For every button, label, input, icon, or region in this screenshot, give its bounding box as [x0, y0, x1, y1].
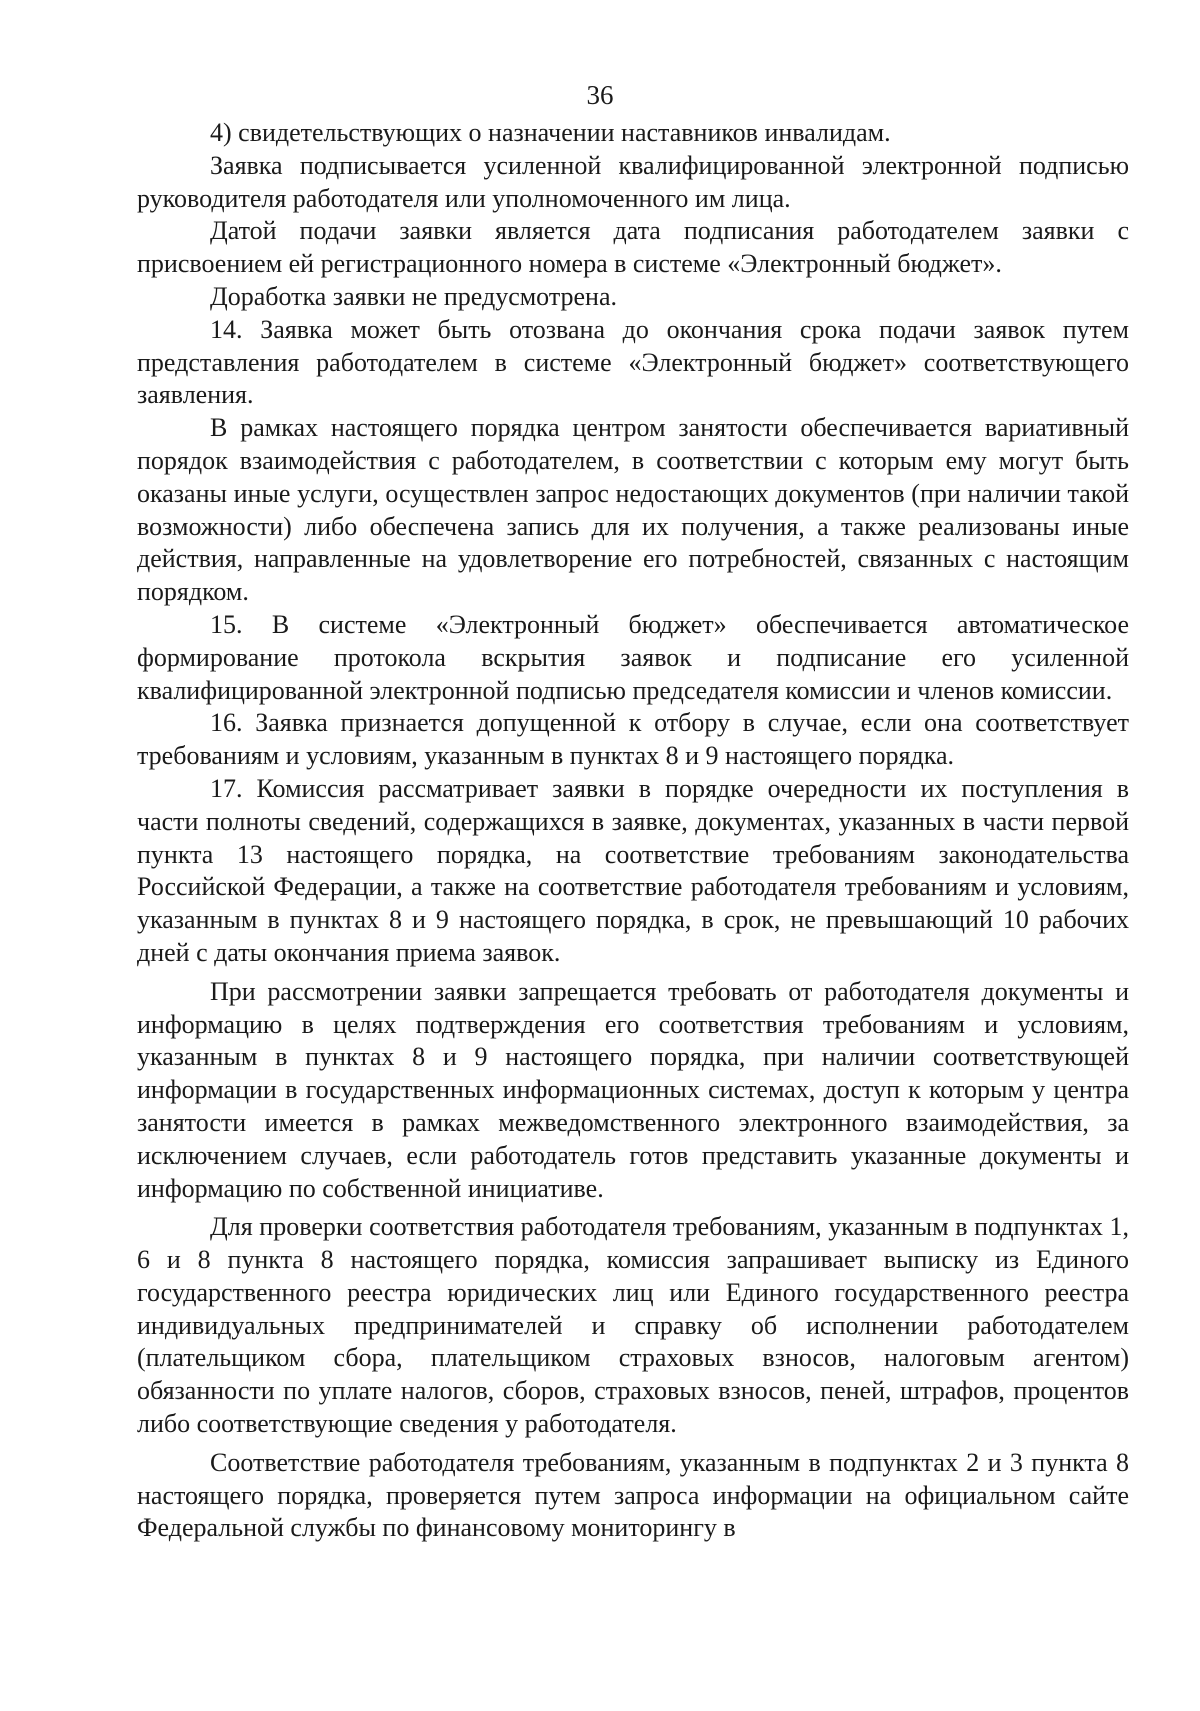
paragraph-signature: Заявка подписывается усиленной квалифицированной электронной подписью руководителя работодателя или уполномоченного им лица.: [137, 150, 1129, 213]
paragraph-16: 16. Заявка признается допущенной к отбору в случае, если она соответствует требованиям и условиям, указанным в пунктах 8 и 9 настоящего порядка.: [137, 708, 1129, 771]
paragraph-financial-monitoring: Соответствие работодателя требованиям, указанным в подпунктах 2 и 3 пункта 8 настоящего порядка, проверяется путем запроса информации на официальном сайте Федеральной службы по финансовому мониторингу в: [137, 1447, 1129, 1543]
document-body: [137, 117, 1129, 1545]
paragraph-compliance-check: Для проверки соответствия работодателя требованиям, указанным в подпунктах 1, 6 и 8 пункта 8 настоящего порядка, комиссия запрашивает выписку из Единого государственного реестра юридических лиц или Единого государственного реестра индивидуальных предпринимателей и справку об исполнении работодателем (плательщиком сбора, плательщиком страховых взносов, налоговым агентом) обязанности по уплате налогов, сборов, страховых взносов, пеней, штрафов, процентов либо соответствующие сведения у работодателя.: [137, 1212, 1129, 1439]
paragraph-document-request-ban: При рассмотрении заявки запрещается требовать от работодателя документы и информацию в целях подтверждения его соответствия требованиям и условиям, указанным в пунктах 8 и 9 настоящего порядка, при наличии соответствующей информации в государственных информационных системах, доступ к которым у центра занятости имеется в рамках межведомственного электронного взаимодействия, за исключением случаев, если работодатель готов представить указанные документы и информацию по собственной инициативе.: [137, 976, 1129, 1203]
paragraph-submission-date: Датой подачи заявки является дата подписания работодателем заявки с присвоением ей регистрационного номера в системе «Электронный бюджет».: [137, 216, 1129, 279]
paragraph-15: 15. В системе «Электронный бюджет» обеспечивается автоматическое формирование протокола вскрытия заявок и подписание его усиленной квалифицированной электронной подписью председателя комиссии и членов комиссии.: [137, 609, 1129, 705]
paragraph-item-4: 4) свидетельствующих о назначении наставников инвалидам.: [210, 118, 891, 147]
paragraph-variative-procedure: В рамках настоящего порядка центром занятости обеспечивается вариативный порядок взаимодействия с работодателем, в соответствии с которым ему могут быть оказаны иные услуги, осуществлен запрос недостающих документов (при наличии такой возможности) либо обеспечена запись для их получения, а также реализованы иные действия, направленные на удовлетворение его потребностей, связанных с настоящим порядком.: [137, 413, 1129, 607]
paragraph-17: 17. Комиссия рассматривает заявки в порядке очередности их поступления в части полноты сведений, содержащихся в заявке, документах, указанных в части первой пункта 13 настоящего порядка, на соответствие требованиям законодательства Российской Федерации, а также на соответствие работодателя требованиям и условиям, указанным в пунктах 8 и 9 настоящего порядка, в срок, не превышающий 10 рабочих дней с даты окончания приема заявок.: [137, 773, 1129, 967]
paragraph-14: 14. Заявка может быть отозвана до окончания срока подачи заявок путем представления работодателем в системе «Электронный бюджет» соответствующего заявления.: [137, 314, 1129, 410]
paragraph-no-revision: Доработка заявки не предусмотрена.: [210, 281, 618, 311]
page-number: 36: [586, 80, 614, 110]
